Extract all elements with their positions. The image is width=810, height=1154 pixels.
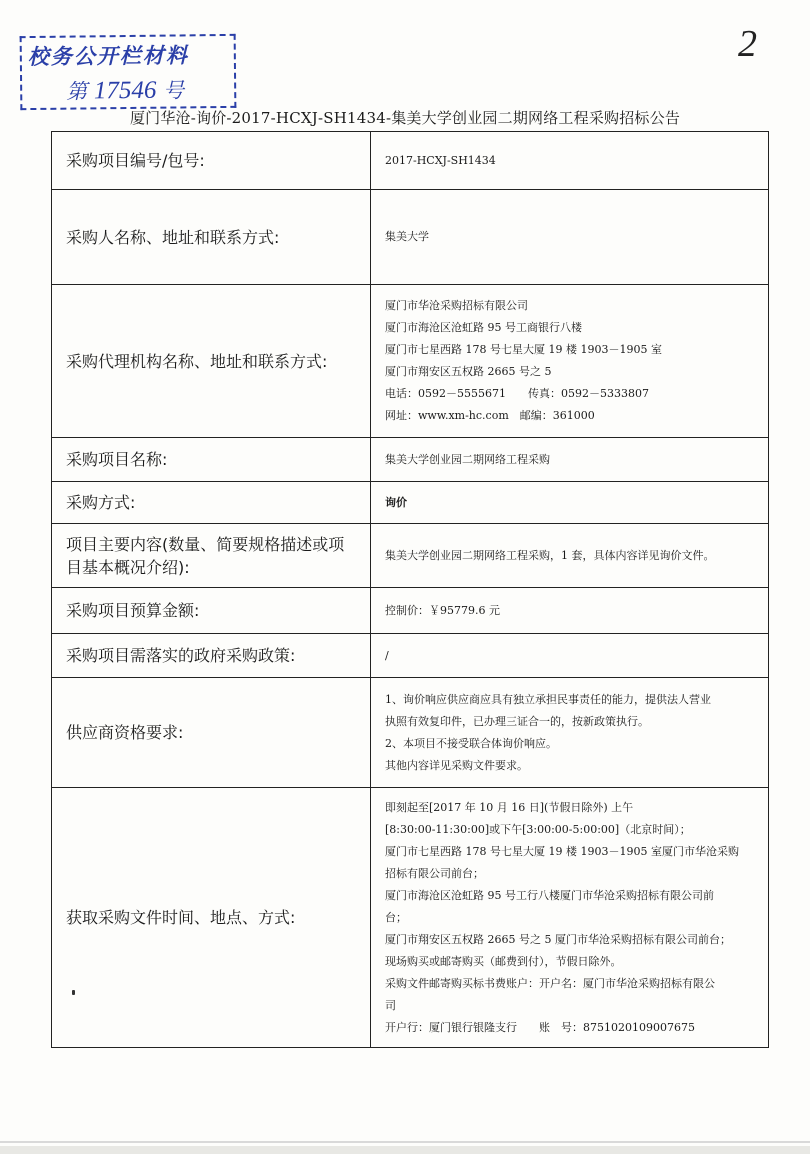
row-value: 集美大学 <box>371 190 769 285</box>
document-title: 厦门华沧-询价-2017-HCXJ-SH1434-集美大学创业园二期网络工程采购招标公告 <box>129 109 681 127</box>
scan-speck <box>72 990 75 995</box>
stamp-suffix: 号 <box>162 78 185 103</box>
announcement-table <box>51 131 769 1048</box>
stamp-number: 17546 <box>93 76 157 105</box>
row-value: 集美大学创业园二期网络工程采购，1 套，具体内容详见询价文件。 <box>371 524 769 588</box>
table-row <box>52 524 769 588</box>
row-value: 集美大学创业园二期网络工程采购 <box>371 438 769 482</box>
row-label: 采购项目名称: <box>52 438 371 482</box>
row-label: 采购方式: <box>52 482 371 524</box>
table-row <box>52 190 769 285</box>
row-value: 1、询价响应供应商应具有独立承担民事责任的能力，提供法人营业 执照有效复印件，已办理三证合一的，按新政策执行。 2、本项目不接受联合体询价响应。 其他内容详见采购文件要求。 <box>371 678 769 788</box>
row-label: 供应商资格要求: <box>52 678 371 788</box>
stamp-line-2 <box>66 74 184 105</box>
table-row <box>52 438 769 482</box>
table-row <box>52 132 769 190</box>
stamp-prefix: 第 <box>66 79 88 104</box>
table-row <box>52 788 769 1048</box>
row-value: 2017-HCXJ-SH1434 <box>371 132 769 190</box>
row-label: 采购人名称、地址和联系方式: <box>52 190 371 285</box>
row-value: / <box>371 634 769 678</box>
scan-edge-strip <box>0 1138 810 1154</box>
row-label: 采购项目预算金额: <box>52 588 371 634</box>
row-label: 采购代理机构名称、地址和联系方式: <box>52 285 371 438</box>
table-row <box>52 678 769 788</box>
row-value: 厦门市华沧采购招标有限公司 厦门市海沧区沧虹路 95 号工商银行八楼 厦门市七星西路 178 号七星大厦 19 楼 1903－1905 室 厦门市翔安区五权路 2665 号之 5 电话：0592－5555671 传真：0592－5333807 网址：www.xm-hc.com 邮编：361000 <box>371 285 769 438</box>
table-row <box>52 285 769 438</box>
table-row <box>52 588 769 634</box>
row-label: 采购项目编号/包号: <box>52 132 371 190</box>
row-label: 采购项目需落实的政府采购政策: <box>52 634 371 678</box>
table-row <box>52 634 769 678</box>
stamp-line-1: 校务公开栏材料 <box>27 43 189 70</box>
page-number-handwritten: 2 <box>738 23 757 65</box>
row-value: 控制价：￥95779.6 元 <box>371 588 769 634</box>
row-value: 询价 <box>371 482 769 524</box>
table-row <box>52 482 769 524</box>
row-value: 即刻起至[2017 年 10 月 16 日](节假日除外) 上午 [8:30:00-11:30:00]或下午[3:00:00-5:00:00]（北京时间）； 厦门市七星西路 178 号七星大厦 19 楼 1903－1905 室厦门市华沧采购 招标有限公司前台； 厦门市海沧区沧虹路 95 号工行八楼厦门市华沧采购招标有限公司前 台； 厦门市翔安区五权路 2665 号之 5 厦门市华沧采购招标有限公司前台； 现场购买或邮寄购买（邮费到付），节假日除外。 采购文件邮寄购买标书费账户：开户名：厦门市华沧采购招标有限公 司 开户行：厦门银行银隆支行 账 号：8751020109007675 <box>371 788 769 1048</box>
row-label: 项目主要内容(数量、简要规格描述或项目基本概况介绍): <box>52 524 371 588</box>
official-stamp <box>20 34 237 110</box>
row-label: 获取采购文件时间、地点、方式: <box>52 788 371 1048</box>
